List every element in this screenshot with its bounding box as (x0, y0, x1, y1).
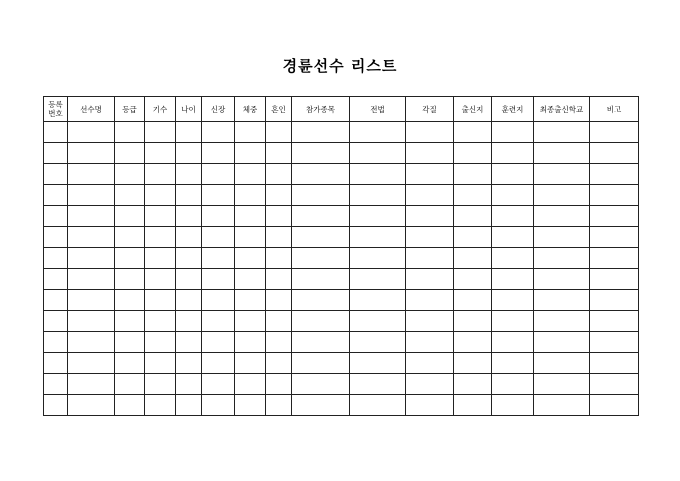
table-cell[interactable] (292, 353, 350, 374)
table-cell[interactable] (176, 206, 202, 227)
column-header-age: 나이 (176, 97, 202, 122)
table-cell[interactable] (145, 143, 176, 164)
table-cell[interactable] (292, 311, 350, 332)
table-cell[interactable] (176, 122, 202, 143)
table-cell[interactable] (492, 395, 534, 416)
table-cell[interactable] (68, 311, 115, 332)
table-row (44, 374, 639, 395)
table-cell[interactable] (176, 374, 202, 395)
table-cell[interactable] (176, 143, 202, 164)
table-row (44, 143, 639, 164)
table-cell[interactable] (350, 143, 406, 164)
table-cell[interactable] (44, 353, 68, 374)
table-cell[interactable] (115, 374, 145, 395)
table-cell[interactable] (406, 290, 454, 311)
table-cell[interactable] (534, 395, 590, 416)
table-cell[interactable] (454, 185, 492, 206)
table-cell[interactable] (350, 206, 406, 227)
table-cell[interactable] (534, 122, 590, 143)
table-cell[interactable] (202, 185, 235, 206)
table-cell[interactable] (406, 248, 454, 269)
table-cell[interactable] (266, 122, 292, 143)
table-cell[interactable] (492, 185, 534, 206)
table-cell[interactable] (44, 227, 68, 248)
table-cell[interactable] (266, 164, 292, 185)
table-cell[interactable] (202, 353, 235, 374)
table-cell[interactable] (176, 185, 202, 206)
table-cell[interactable] (115, 311, 145, 332)
table-row (44, 164, 639, 185)
column-header-registration-number: 등록 번호 (44, 97, 68, 122)
table-cell[interactable] (202, 332, 235, 353)
table-cell[interactable] (235, 353, 266, 374)
table-row (44, 395, 639, 416)
table-cell[interactable] (454, 395, 492, 416)
table-cell[interactable] (534, 290, 590, 311)
table-cell[interactable] (44, 206, 68, 227)
table-cell[interactable] (145, 269, 176, 290)
table-cell[interactable] (534, 185, 590, 206)
table-cell[interactable] (115, 290, 145, 311)
table-cell[interactable] (176, 332, 202, 353)
table-cell[interactable] (454, 227, 492, 248)
table-cell[interactable] (115, 227, 145, 248)
table-cell[interactable] (176, 227, 202, 248)
table-cell[interactable] (292, 395, 350, 416)
table-cell[interactable] (350, 248, 406, 269)
table-row (44, 269, 639, 290)
table-cell[interactable] (44, 248, 68, 269)
table-cell[interactable] (145, 311, 176, 332)
table-cell[interactable] (406, 332, 454, 353)
table-cell[interactable] (145, 395, 176, 416)
table-cell[interactable] (68, 395, 115, 416)
table-cell[interactable] (44, 332, 68, 353)
table-cell[interactable] (266, 248, 292, 269)
table-cell[interactable] (202, 374, 235, 395)
table-cell[interactable] (350, 332, 406, 353)
table-cell[interactable] (492, 227, 534, 248)
table-cell[interactable] (68, 269, 115, 290)
table-cell[interactable] (292, 248, 350, 269)
table-cell[interactable] (44, 185, 68, 206)
table-cell[interactable] (145, 227, 176, 248)
column-header-hometown: 출신지 (454, 97, 492, 122)
table-cell[interactable] (590, 311, 639, 332)
table-cell[interactable] (534, 248, 590, 269)
table-cell[interactable] (492, 374, 534, 395)
table-cell[interactable] (68, 206, 115, 227)
table-row (44, 248, 639, 269)
table-cell[interactable] (492, 353, 534, 374)
table-cell[interactable] (350, 311, 406, 332)
table-cell[interactable] (202, 164, 235, 185)
table-cell[interactable] (202, 248, 235, 269)
table-cell[interactable] (350, 122, 406, 143)
table-cell[interactable] (454, 122, 492, 143)
table-cell[interactable] (292, 332, 350, 353)
table-cell[interactable] (534, 374, 590, 395)
table-cell[interactable] (176, 311, 202, 332)
table-cell[interactable] (266, 395, 292, 416)
table-cell[interactable] (590, 185, 639, 206)
table-row (44, 353, 639, 374)
table-cell[interactable] (235, 206, 266, 227)
table-cell[interactable] (145, 353, 176, 374)
table-cell[interactable] (235, 248, 266, 269)
table-row (44, 206, 639, 227)
table-cell[interactable] (406, 374, 454, 395)
table-cell[interactable] (115, 164, 145, 185)
table-cell[interactable] (492, 206, 534, 227)
table-cell[interactable] (266, 269, 292, 290)
page-title: 경륜선수 리스트 (282, 57, 398, 75)
table-cell[interactable] (44, 374, 68, 395)
table-cell[interactable] (235, 122, 266, 143)
column-header-player-name: 선수명 (68, 97, 115, 122)
table-row (44, 311, 639, 332)
table-cell[interactable] (492, 332, 534, 353)
table-cell[interactable] (350, 269, 406, 290)
table-cell[interactable] (406, 164, 454, 185)
table-cell[interactable] (406, 269, 454, 290)
table-cell[interactable] (406, 311, 454, 332)
table-cell[interactable] (176, 290, 202, 311)
table-cell[interactable] (406, 227, 454, 248)
table-cell[interactable] (590, 122, 639, 143)
table-cell[interactable] (68, 143, 115, 164)
table-cell[interactable] (590, 269, 639, 290)
table-cell[interactable] (266, 311, 292, 332)
table-cell[interactable] (492, 311, 534, 332)
table-cell[interactable] (44, 122, 68, 143)
table-cell[interactable] (534, 269, 590, 290)
table-cell[interactable] (68, 374, 115, 395)
table-cell[interactable] (454, 332, 492, 353)
table-cell[interactable] (115, 332, 145, 353)
table-cell[interactable] (454, 353, 492, 374)
table-cell[interactable] (406, 395, 454, 416)
table-cell[interactable] (406, 143, 454, 164)
table-cell[interactable] (534, 164, 590, 185)
table-cell[interactable] (590, 248, 639, 269)
table-cell[interactable] (176, 395, 202, 416)
table-cell[interactable] (176, 164, 202, 185)
table-cell[interactable] (235, 227, 266, 248)
table-cell[interactable] (492, 143, 534, 164)
table-cell[interactable] (235, 164, 266, 185)
table-cell[interactable] (292, 122, 350, 143)
table-body (44, 122, 639, 416)
table-cell[interactable] (202, 143, 235, 164)
table-cell[interactable] (145, 290, 176, 311)
table-cell[interactable] (590, 353, 639, 374)
table-cell[interactable] (534, 353, 590, 374)
table-cell[interactable] (590, 290, 639, 311)
table-cell[interactable] (176, 353, 202, 374)
table-cell[interactable] (454, 248, 492, 269)
column-header-aptitude: 각질 (406, 97, 454, 122)
column-header-marital-status: 혼인 (266, 97, 292, 122)
column-header-class: 기수 (145, 97, 176, 122)
table-cell[interactable] (454, 290, 492, 311)
table-cell[interactable] (202, 395, 235, 416)
table-cell[interactable] (115, 248, 145, 269)
table-cell[interactable] (454, 206, 492, 227)
table-cell[interactable] (454, 374, 492, 395)
table-cell[interactable] (292, 290, 350, 311)
table-cell[interactable] (350, 374, 406, 395)
table-cell[interactable] (406, 353, 454, 374)
table-cell[interactable] (115, 269, 145, 290)
table-cell[interactable] (68, 164, 115, 185)
column-header-final-school: 최종출신학교 (534, 97, 590, 122)
column-header-events: 참가종목 (292, 97, 350, 122)
table-cell[interactable] (350, 227, 406, 248)
table-cell[interactable] (44, 143, 68, 164)
table-cell[interactable] (454, 143, 492, 164)
table-cell[interactable] (350, 353, 406, 374)
table-cell[interactable] (235, 395, 266, 416)
table-cell[interactable] (44, 269, 68, 290)
table-cell[interactable] (492, 290, 534, 311)
table-cell[interactable] (68, 227, 115, 248)
table-cell[interactable] (68, 122, 115, 143)
table-cell[interactable] (590, 227, 639, 248)
table-cell[interactable] (44, 311, 68, 332)
table-cell[interactable] (235, 269, 266, 290)
column-header-remarks: 비고 (590, 97, 639, 122)
table-cell[interactable] (350, 290, 406, 311)
table-cell[interactable] (454, 164, 492, 185)
table-cell[interactable] (115, 353, 145, 374)
table-cell[interactable] (145, 164, 176, 185)
table-cell[interactable] (534, 311, 590, 332)
table-cell[interactable] (590, 206, 639, 227)
table-row (44, 185, 639, 206)
table-cell[interactable] (145, 248, 176, 269)
table-cell[interactable] (235, 185, 266, 206)
table-cell[interactable] (202, 122, 235, 143)
table-row (44, 290, 639, 311)
table-row (44, 332, 639, 353)
table-cell[interactable] (202, 269, 235, 290)
table-cell[interactable] (350, 185, 406, 206)
table-cell[interactable] (406, 122, 454, 143)
table-cell[interactable] (145, 185, 176, 206)
table-cell[interactable] (406, 185, 454, 206)
table-header-row (44, 97, 639, 122)
table-cell[interactable] (235, 332, 266, 353)
table-cell[interactable] (266, 227, 292, 248)
column-header-weight: 체중 (235, 97, 266, 122)
table-cell[interactable] (145, 206, 176, 227)
table-cell[interactable] (266, 290, 292, 311)
table-cell[interactable] (534, 143, 590, 164)
table-cell[interactable] (292, 164, 350, 185)
table-cell[interactable] (145, 374, 176, 395)
table-cell[interactable] (266, 353, 292, 374)
table-cell[interactable] (406, 206, 454, 227)
table-cell[interactable] (176, 269, 202, 290)
table-cell[interactable] (590, 374, 639, 395)
table-cell[interactable] (454, 269, 492, 290)
table-cell[interactable] (350, 395, 406, 416)
table-cell[interactable] (534, 332, 590, 353)
table-cell[interactable] (202, 311, 235, 332)
table-cell[interactable] (590, 332, 639, 353)
table-cell[interactable] (454, 311, 492, 332)
table-cell[interactable] (145, 332, 176, 353)
table-cell[interactable] (115, 206, 145, 227)
table-cell[interactable] (266, 206, 292, 227)
table-cell[interactable] (590, 164, 639, 185)
column-header-training-site: 훈련지 (492, 97, 534, 122)
table-cell[interactable] (68, 248, 115, 269)
table-cell[interactable] (202, 290, 235, 311)
table-cell[interactable] (492, 164, 534, 185)
table-cell[interactable] (68, 353, 115, 374)
table-row (44, 122, 639, 143)
table-cell[interactable] (235, 290, 266, 311)
table-cell[interactable] (68, 185, 115, 206)
table-cell[interactable] (68, 290, 115, 311)
table-cell[interactable] (292, 227, 350, 248)
table-cell[interactable] (266, 143, 292, 164)
table-cell[interactable] (145, 122, 176, 143)
table-cell[interactable] (235, 374, 266, 395)
table-cell[interactable] (68, 332, 115, 353)
table-cell[interactable] (115, 122, 145, 143)
table-cell[interactable] (235, 311, 266, 332)
table-cell[interactable] (266, 185, 292, 206)
table-cell[interactable] (115, 185, 145, 206)
table-cell[interactable] (292, 143, 350, 164)
table-cell[interactable] (492, 248, 534, 269)
table-cell[interactable] (115, 395, 145, 416)
column-header-tactics: 전법 (350, 97, 406, 122)
table-cell[interactable] (492, 122, 534, 143)
table-cell[interactable] (534, 206, 590, 227)
column-header-height: 신장 (202, 97, 235, 122)
table-cell[interactable] (176, 248, 202, 269)
table-cell[interactable] (44, 395, 68, 416)
table-cell[interactable] (235, 143, 266, 164)
table-cell[interactable] (590, 395, 639, 416)
table-cell[interactable] (266, 374, 292, 395)
table-cell[interactable] (292, 206, 350, 227)
table-cell[interactable] (590, 143, 639, 164)
table-cell[interactable] (202, 206, 235, 227)
table-cell[interactable] (350, 164, 406, 185)
player-roster-table (43, 96, 639, 416)
table-cell[interactable] (292, 269, 350, 290)
table-cell[interactable] (292, 374, 350, 395)
table-cell[interactable] (266, 332, 292, 353)
table-cell[interactable] (202, 227, 235, 248)
column-header-grade: 등급 (115, 97, 145, 122)
table-cell[interactable] (115, 143, 145, 164)
table-row (44, 227, 639, 248)
table-cell[interactable] (292, 185, 350, 206)
table-cell[interactable] (534, 227, 590, 248)
table-cell[interactable] (44, 164, 68, 185)
table-cell[interactable] (44, 290, 68, 311)
table-cell[interactable] (492, 269, 534, 290)
